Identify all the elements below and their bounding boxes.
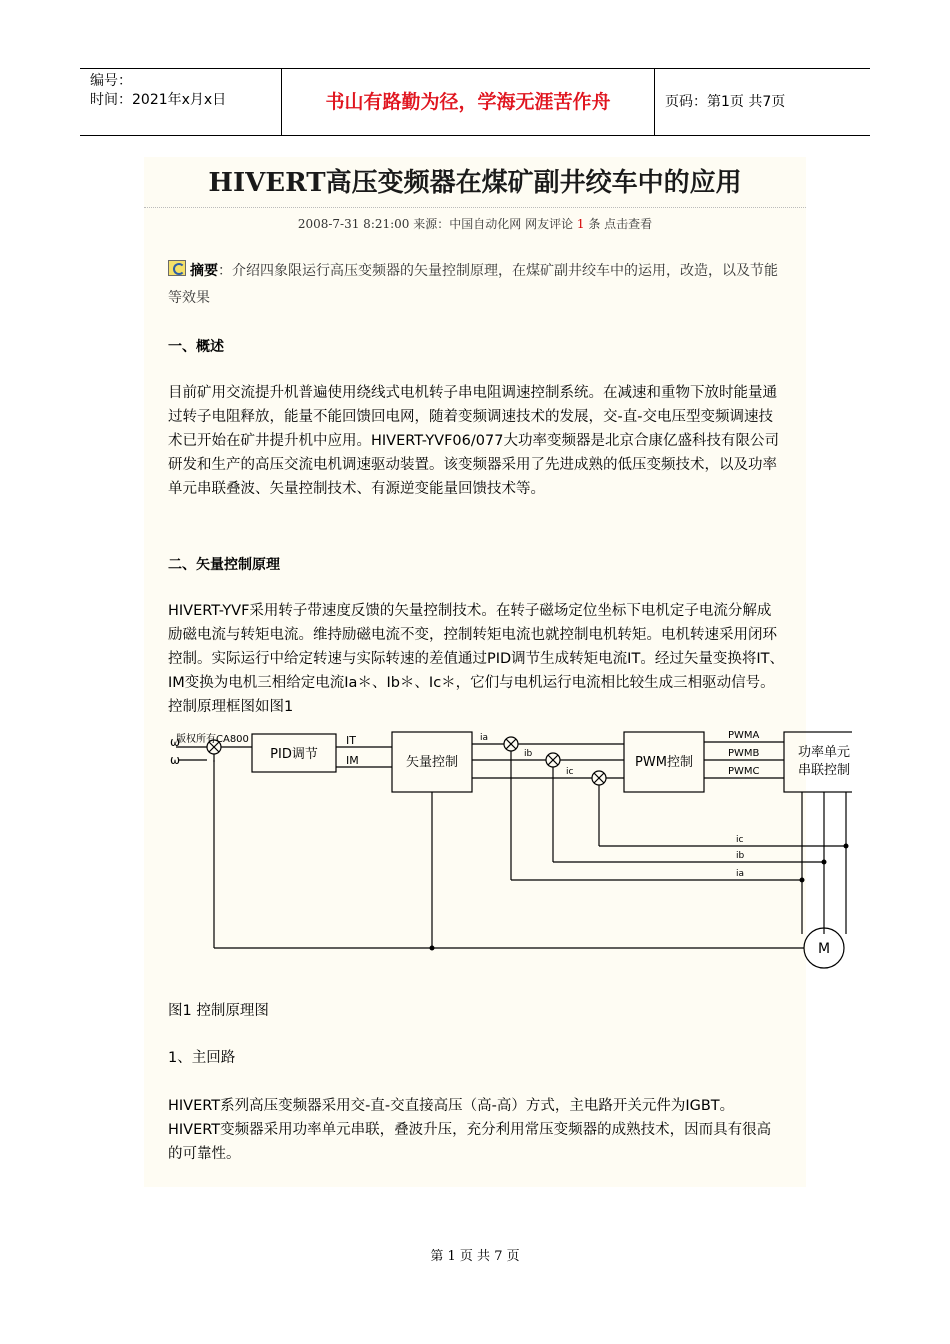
- power-unit-box: [784, 732, 852, 792]
- pwmc-label: PWMC: [728, 766, 760, 777]
- wr-star-label: ω: [170, 735, 181, 749]
- header-meta-cell: [80, 69, 281, 135]
- pwmb-label: PWMB: [728, 748, 760, 759]
- meta-suffix[interactable]: 条 点击查看: [584, 217, 653, 231]
- abstract-label: 摘要: [190, 263, 218, 279]
- meta-prefix: 2008-7-31 8:21:00 来源：中国自动化网 网友评论: [297, 217, 577, 231]
- article-meta: [144, 214, 806, 234]
- ic-label: ic: [566, 767, 574, 777]
- section2-text: HIVERT-YVF采用转子带速度反馈的矢量控制技术。在转子磁场定位坐标下电机定子电流分解成励磁电流与转矩电流。维持励磁电流不变，控制转矩电流也就控制电机转矩。电机转速采用闭环控制。实际运行中给定转速与实际转速的差值通过PID调节生成转矩电流IT。经过矢量变换将IT、IM变换为电机三相给定电流Ia＊、Ib＊、Ic＊，它们与电机运行电流相比较生成三相驱动信号。控制原理框图如图1: [168, 603, 784, 715]
- comment-count[interactable]: 1: [576, 217, 585, 231]
- section1-text: 目前矿用交流提升机普遍使用绕线式电机转子串电阻调速控制系统。在减速和重物下放时能量通过转子电阻释放，能量不能回馈回电网，随着变频调速技术的发展，交-直-交电压型变频调速技术已开始在矿井提升机中应用。HIVERT-YVF06/077大功率变频器是北京合康亿盛科技有限公司研发和生产的高压交流电机调速驱动装置。该变频器采用了先进成熟的低压变频技术，以及功率单元串联叠波、矢量控制技术、有源逆变能量回馈技术等。: [168, 385, 779, 497]
- ia-label: ia: [480, 733, 489, 743]
- time-label: 时间：2021年x月x日: [90, 92, 227, 108]
- pwma-label: PWMA: [728, 730, 760, 741]
- control-diagram: [168, 726, 852, 972]
- pid-box-label: PID调节: [270, 747, 318, 762]
- feedback-ia-label: ia: [736, 869, 745, 879]
- im-label: IM: [346, 754, 359, 767]
- ib-label: ib: [524, 749, 533, 759]
- section1-heading: 一、概述: [168, 339, 224, 355]
- power-box-line1: 功率单元: [797, 745, 851, 760]
- abstract: [168, 258, 788, 312]
- number-label: 编号：: [90, 73, 132, 89]
- header-motto: 书山有路勤为径，学海无涯苦作舟: [281, 69, 655, 135]
- page-footer: 第 1 页 共 7 页: [430, 1249, 520, 1264]
- feedback-ib-label: ib: [736, 851, 745, 861]
- vector-box-label: 矢量控制: [405, 755, 459, 770]
- power-box-line2: 串联控制: [797, 763, 851, 778]
- abstract-text: ：介绍四象限运行高压变频器的矢量控制原理，在煤矿副井绞车中的运用，改造，以及节能等效果: [168, 263, 778, 306]
- title-divider: [144, 207, 806, 208]
- diagram-watermark: 版权所有CA800: [176, 734, 249, 745]
- section2-heading: 二、矢量控制原理: [168, 557, 280, 573]
- pwm-box-label: PWM控制: [635, 755, 693, 770]
- subsection-text: HIVERT系列高压变频器采用交-直-交直接高压（高-高）方式，主电路开关元件为IGBT。HIVERT变频器采用功率单元串联，叠波升压，充分利用常压变频器的成熟技术，因而具有很高的可靠性。: [168, 1098, 772, 1162]
- article-title: HIVERT高压变频器在煤矿副井绞车中的应用: [208, 168, 742, 198]
- header-page-label: 页码：第1页 共7页: [665, 94, 786, 110]
- subsection-heading: 1、主回路: [168, 1050, 236, 1066]
- it-label: IT: [346, 734, 356, 747]
- document-header: [80, 68, 870, 136]
- figure-caption: 图1 控制原理图: [168, 1003, 269, 1019]
- wr-label: ω: [170, 753, 181, 767]
- feedback-ic-label: ic: [736, 835, 744, 845]
- motor-label: M: [817, 941, 831, 957]
